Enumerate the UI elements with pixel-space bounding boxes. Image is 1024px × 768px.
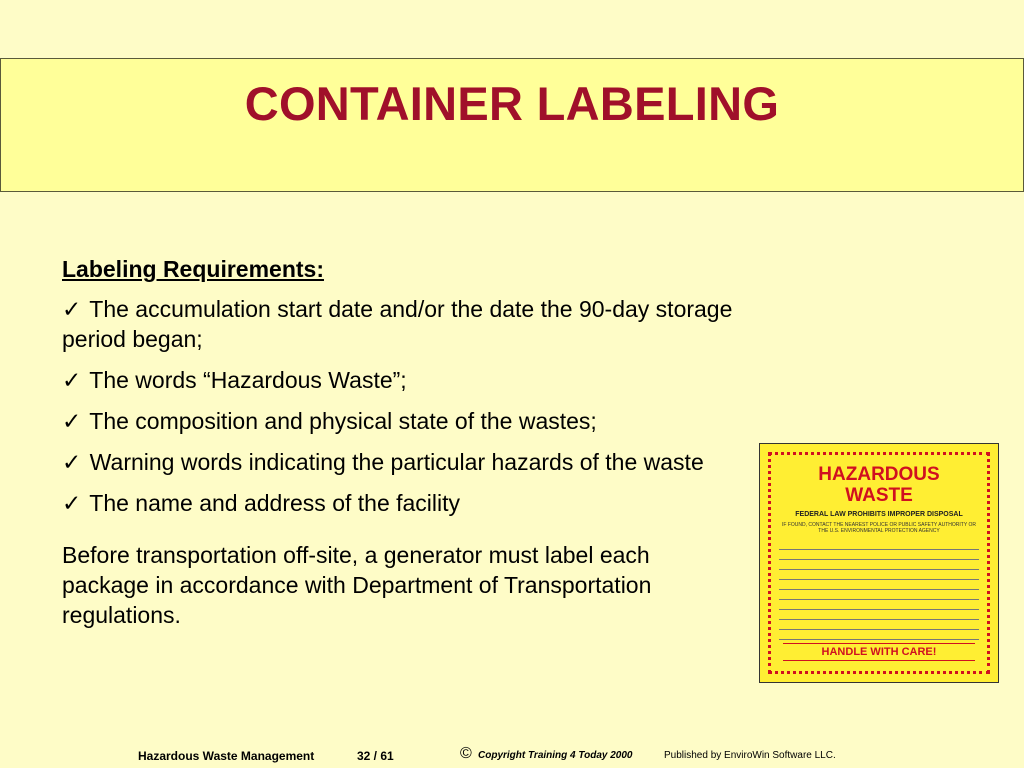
footer — [0, 747, 1024, 765]
label-form-lines — [779, 540, 979, 640]
requirement-item — [62, 365, 742, 395]
label-form-line — [779, 630, 979, 640]
label-title-line2: WASTE — [845, 485, 913, 506]
footer-copyright: Copyright Training 4 Today 2000 — [478, 750, 633, 761]
requirement-item — [62, 294, 742, 354]
checkmark-icon: ✓ — [62, 490, 82, 516]
content-body — [62, 254, 742, 630]
hazardous-waste-label-image — [759, 443, 999, 683]
footer-page-number: 32 / 61 — [357, 749, 394, 763]
label-form-line — [779, 590, 979, 600]
label-fine-print: IF FOUND, CONTACT THE NEAREST POLICE OR PUBLIC SAFETY AUTHORITY OR THE U.S. ENVIRONMENTAL PROTECTION AGENCY — [782, 522, 976, 534]
requirement-text: Warning words indicating the particular hazards of the waste — [89, 449, 704, 475]
label-form-line — [779, 560, 979, 570]
copyright-icon: © — [460, 745, 472, 762]
label-form-line — [779, 580, 979, 590]
checkmark-icon: ✓ — [62, 367, 82, 393]
checkmark-icon: ✓ — [62, 408, 82, 434]
labeling-requirements-heading: Labeling Requirements: — [62, 256, 324, 282]
label-title-line1: HAZARDOUS — [818, 464, 940, 485]
checkmark-icon: ✓ — [62, 296, 82, 322]
label-form-line — [779, 620, 979, 630]
requirement-item — [62, 406, 742, 436]
label-handle-with-care: HANDLE WITH CARE! — [783, 643, 975, 661]
label-subtitle: FEDERAL LAW PROHIBITS IMPROPER DISPOSAL — [795, 511, 963, 518]
footer-publisher: Published by EnviroWin Software LLC. — [664, 750, 836, 761]
footer-course-title: Hazardous Waste Management — [138, 749, 315, 763]
label-border — [768, 452, 990, 674]
checkmark-icon: ✓ — [62, 449, 82, 475]
requirement-text: The accumulation start date and/or the date the 90-day storage period began; — [62, 296, 733, 352]
requirement-text: The words “Hazardous Waste”; — [89, 367, 407, 393]
label-form-line — [779, 570, 979, 580]
requirement-text: The name and address of the facility — [89, 490, 461, 516]
requirement-text: The composition and physical state of the wastes; — [89, 408, 597, 434]
requirement-item — [62, 447, 742, 477]
label-form-line — [779, 550, 979, 560]
label-form-line — [779, 600, 979, 610]
slide-title: CONTAINER LABELING — [244, 77, 780, 130]
closing-paragraph: Before transportation off-site, a generator must label each package in accordance with Department of Transportation regulations. — [62, 542, 652, 628]
label-form-line — [779, 610, 979, 620]
label-form-line — [779, 540, 979, 550]
requirement-item — [62, 488, 742, 518]
